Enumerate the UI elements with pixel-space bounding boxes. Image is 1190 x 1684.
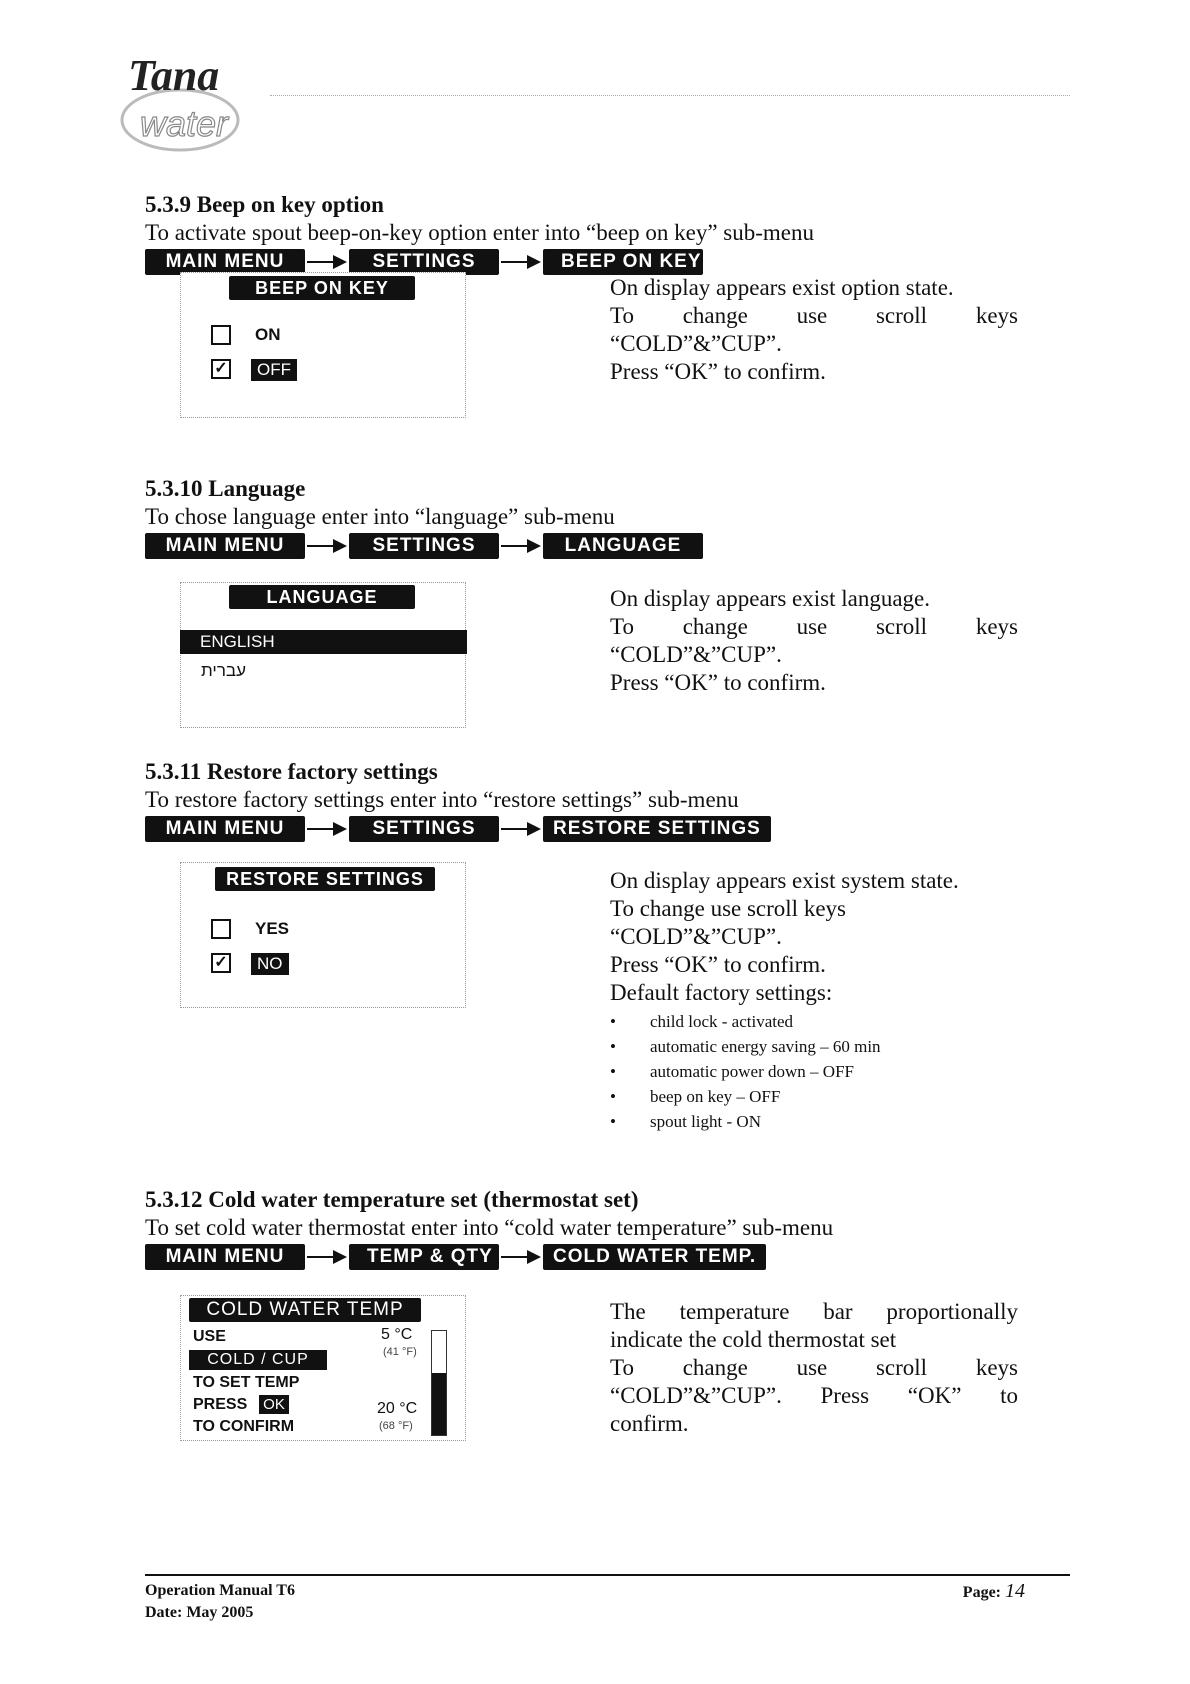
- desc-line: confirm.: [610, 1411, 689, 1436]
- desc-line-justified: [610, 1354, 1018, 1382]
- word: temperature: [679, 1299, 790, 1324]
- menu-path: [145, 816, 1045, 842]
- desc-line: To change use scroll keys: [610, 896, 846, 921]
- display-title: RESTORE SETTINGS: [215, 867, 435, 891]
- page-number: [963, 1580, 1025, 1604]
- desc-line: On display appears exist system state.: [610, 868, 959, 893]
- arrow-icon: [499, 1244, 543, 1270]
- label-to-set-temp: TO SET TEMP: [193, 1374, 300, 1391]
- section-title: 5.3.12 Cold water temperature set (thermostat set): [145, 1187, 639, 1212]
- label-use: USE: [193, 1328, 226, 1345]
- section-intro: To restore factory settings enter into “restore settings” sub-menu: [145, 787, 739, 812]
- arrow-icon: [499, 816, 543, 842]
- list-item: • automatic power down – OFF: [610, 1059, 1018, 1084]
- menu-path: [145, 1244, 1045, 1270]
- option-no-selected: NO: [251, 953, 289, 975]
- section-title: 5.3.10 Language: [145, 476, 306, 501]
- word: scroll: [875, 614, 928, 639]
- checkbox-checked-icon: ✓: [211, 359, 231, 379]
- word: proportionally: [886, 1299, 1018, 1324]
- checkbox-icon: [211, 325, 231, 345]
- crumb-cold-water-temp: COLD WATER TEMP.: [543, 1244, 766, 1270]
- display-title: LANGUAGE: [229, 585, 415, 609]
- word: The: [610, 1299, 646, 1324]
- temperature-bar: [431, 1330, 447, 1436]
- word: to: [1000, 1383, 1018, 1408]
- label-press: PRESS: [193, 1396, 248, 1413]
- desc-line-justified: [610, 1298, 1018, 1326]
- defaults-list: [610, 1009, 1018, 1134]
- min-temp-celsius: 5 °C: [381, 1326, 413, 1343]
- word: keys: [975, 1355, 1018, 1380]
- section-restore-factory-settings: [145, 758, 1045, 842]
- word: keys: [975, 614, 1018, 639]
- word: To: [610, 1355, 634, 1380]
- logo-text-water: water: [140, 103, 229, 144]
- page-number-value: 14: [1005, 1580, 1025, 1602]
- desc-line: “COLD”&”CUP”.: [610, 924, 782, 949]
- display-cold-water-temp: [180, 1295, 466, 1441]
- word: change: [682, 1355, 748, 1380]
- crumb-main-menu: MAIN MENU: [145, 249, 305, 275]
- crumb-restore-settings: RESTORE SETTINGS: [543, 816, 771, 842]
- page-label: Page:: [962, 1584, 1001, 1601]
- word: change: [682, 303, 748, 328]
- max-temp-fahrenheit: (68 °F): [379, 1420, 413, 1432]
- list-item: • automatic energy saving – 60 min: [610, 1034, 1018, 1059]
- min-temp-fahrenheit: (41 °F): [383, 1346, 417, 1358]
- arrow-icon: [305, 1244, 349, 1270]
- desc-restore-settings: [610, 867, 1018, 1134]
- menu-path: [145, 533, 1045, 559]
- list-item: • beep on key – OFF: [610, 1084, 1018, 1109]
- checkbox-checked-icon: ✓: [211, 953, 231, 973]
- display-beep-on-key: [180, 272, 466, 418]
- arrow-icon: [499, 533, 543, 559]
- label-cold-cup: COLD / CUP: [189, 1350, 327, 1370]
- option-hebrew: עברית: [201, 661, 246, 680]
- desc-cold-water-temp: [610, 1298, 1018, 1438]
- word: use: [796, 614, 828, 639]
- word: change: [682, 614, 748, 639]
- temperature-bar-fill: [432, 1373, 446, 1435]
- word: use: [796, 1355, 828, 1380]
- word: “OK”: [907, 1383, 962, 1408]
- section-title: 5.3.9 Beep on key option: [145, 192, 384, 217]
- max-temp-celsius: 20 °C: [377, 1400, 418, 1417]
- option-off-selected: OFF: [251, 359, 297, 381]
- footer-divider: [145, 1574, 1070, 1576]
- crumb-beep-on-key: BEEP ON KEY: [543, 249, 703, 275]
- word: Press: [820, 1383, 870, 1408]
- footer-manual-name: Operation Manual T6: [145, 1582, 295, 1599]
- crumb-settings: SETTINGS: [349, 533, 499, 559]
- header-divider: [270, 95, 1070, 96]
- word: keys: [975, 303, 1018, 328]
- display-title: BEEP ON KEY: [229, 276, 415, 300]
- list-item: • spout light - ON: [610, 1109, 1018, 1134]
- page-footer: [145, 1580, 1025, 1624]
- arrow-icon: [305, 533, 349, 559]
- crumb-main-menu: MAIN MENU: [145, 816, 305, 842]
- desc-line: On display appears exist option state.: [610, 275, 954, 300]
- desc-line: Default factory settings:: [610, 980, 833, 1005]
- crumb-language: LANGUAGE: [543, 533, 703, 559]
- arrow-icon: [305, 816, 349, 842]
- tana-water-logo: [118, 48, 288, 158]
- option-on: ON: [255, 325, 281, 344]
- word: use: [796, 303, 828, 328]
- display-restore-settings: [180, 862, 466, 1008]
- list-item: • child lock - activated: [610, 1009, 1018, 1034]
- crumb-main-menu: MAIN MENU: [145, 1244, 305, 1270]
- section-title: 5.3.11 Restore factory settings: [145, 759, 438, 784]
- option-yes: YES: [255, 919, 290, 938]
- display-language: [180, 582, 466, 728]
- desc-line-justified: [610, 613, 1018, 641]
- desc-line-justified: [610, 302, 1018, 330]
- desc-line: On display appears exist language.: [610, 586, 930, 611]
- display-title: COLD WATER TEMP: [189, 1298, 421, 1322]
- word: To: [610, 614, 634, 639]
- crumb-main-menu: MAIN MENU: [145, 533, 305, 559]
- desc-line: indicate the cold thermostat set: [610, 1327, 897, 1352]
- desc-language: [610, 585, 1018, 697]
- option-english-selected: ENGLISH: [180, 630, 467, 654]
- section-intro: To set cold water thermostat enter into “cold water temperature” sub-menu: [145, 1215, 834, 1240]
- section-cold-water-temp: [145, 1186, 1045, 1270]
- crumb-settings: SETTINGS: [349, 816, 499, 842]
- desc-line-justified: [610, 1382, 1018, 1410]
- desc-line: Press “OK” to confirm.: [610, 952, 826, 977]
- word: To: [610, 303, 634, 328]
- word: scroll: [875, 303, 928, 328]
- desc-line: Press “OK” to confirm.: [610, 359, 826, 384]
- crumb-settings: SETTINGS: [349, 249, 499, 275]
- crumb-temp-qty: TEMP & QTY: [349, 1244, 499, 1270]
- desc-line: Press “OK” to confirm.: [610, 670, 826, 695]
- word: “COLD”&”CUP”.: [610, 1383, 782, 1408]
- arrow-icon: [499, 249, 543, 275]
- section-intro: To chose language enter into “language” sub-menu: [145, 504, 615, 529]
- section-beep-on-key: [145, 191, 1045, 275]
- desc-beep-on-key: [610, 274, 1018, 386]
- footer-date: Date: May 2005: [145, 1604, 254, 1621]
- ok-key-icon: OK: [259, 1395, 289, 1414]
- label-to-confirm: TO CONFIRM: [193, 1418, 295, 1435]
- logo-text-tana: Tana: [128, 51, 220, 100]
- desc-line: “COLD”&”CUP”.: [610, 642, 782, 667]
- checkbox-icon: [211, 919, 231, 939]
- word: bar: [823, 1299, 853, 1324]
- word: scroll: [875, 1355, 928, 1380]
- section-language: [145, 475, 1045, 559]
- section-intro: To activate spout beep-on-key option enter into “beep on key” sub-menu: [145, 220, 815, 245]
- desc-line: “COLD”&”CUP”.: [610, 331, 782, 356]
